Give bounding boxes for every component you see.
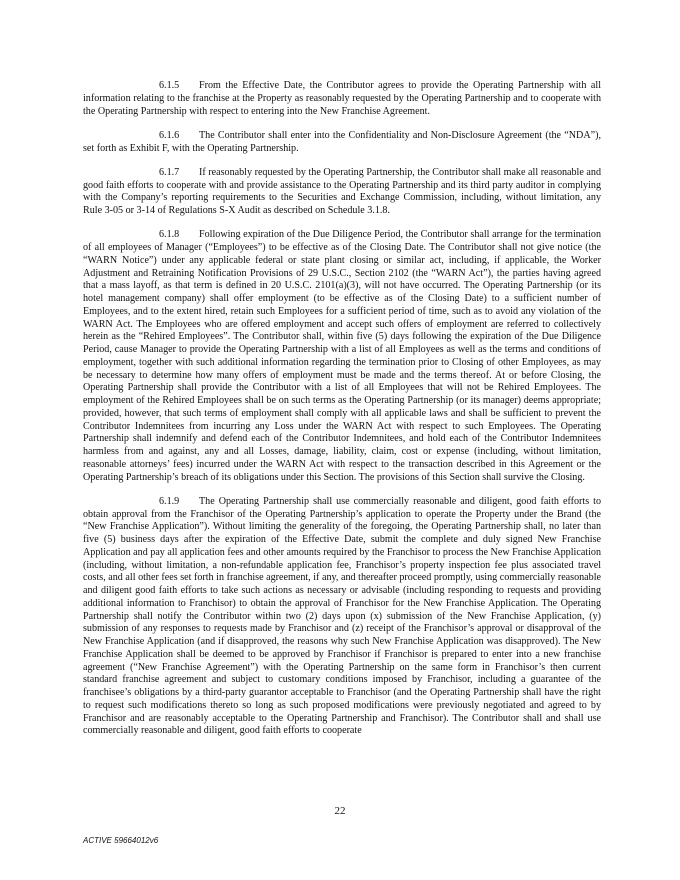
paragraph-text: If reasonably requested by the Operating Partnership, the Contributor shall make all reasonable and good faith efforts to cooperate with and provide assistance to the Operating Partnership and its third party auditor in complying with the Company’s reporting requirements to the Securities and Exchange Commission, including, without limitation, any Rule 3-05 or 3-14 of Regulations S-X Audit as described on Schedule 3.1.8. bbox=[83, 166, 601, 216]
section-number: 6.1.5 bbox=[159, 80, 180, 91]
paragraph-6-1-6 bbox=[83, 130, 601, 156]
paragraph-text: Following expiration of the Due Diligence Period, the Contributor shall arrange for the termination of all employees of Manager (“Employees”) to be effective as of the Closing Date. The Contributor shall not give notice (the “WARN Notice”) under any applicable federal or state plant closing or similar act, including, if applicable, the Worker Adjustment and Retraining Notification Provisions of 29 U.S.C., Section 2102 (the “WARN Act”), the parties having agreed that a mass layoff, as that term is defined in 20 U.S.C. 2101(a)(3), will not have occurred. The Operating Partnership (or its hotel management company) shall offer employment (to be effective as of the Closing Date) to a sufficient number of Employees, and to the extent hired, retain such Employees for a sufficient period of time, such as to avoid any violation of the WARN Act. The Employees who are offered employment and accept such offers of employment are referred to collectively herein as the “Rehired Employees”. The Contributor shall, within five (5) days following the expiration of the Due Diligence Period, cause Manager to provide the Operating Partnership with a list of all Employees as well as the terms and conditions of employment, together with such additional information regarding the termination prior to Closing of other Employees, as may be necessary to determine how many offers of employment must be made and the terms thereof. At or before Closing, the Operating Partnership shall provide the Contributor with a list of all Employees that will not be Rehired Employees. The employment of the Rehired Employees shall be on such terms as the Operating Partnership (or its manager) deems appropriate; provided, however, that such terms of employment shall comply with all applicable laws and shall be sufficient to prevent the Contributor Indemnitees from incurring any Loss under the WARN Act with respect to such Employees. The Operating Partnership shall indemnify and defend each of the Contributor Indemnitees, and hold each of the Contributor Indemnitees harmless from and against, any and all Losses, damage, liability, claim, cost or expense (including, without limitation, reasonable attorneys’ fees) incurred under the WARN Act with respect to the transaction described in this Agreement or the Operating Partnership’s breach of its obligations under this Section. The provisions of this Section shall survive the Closing. bbox=[83, 229, 601, 483]
document-body bbox=[83, 80, 601, 750]
section-number: 6.1.8 bbox=[159, 229, 180, 241]
section-number: 6.1.7 bbox=[159, 166, 180, 178]
paragraph-text: The Contributor shall enter into the Confidentiality and Non-Disclosure Agreement (the “NDA”), set forth as Exhibit F, with the Operating Partnership. bbox=[83, 129, 601, 154]
paragraph-text: The Operating Partnership shall use commercially reasonable and diligent, good faith efforts to obtain approval from the Franchisor of the Operating Partnership’s application to operate the Property under the Brand (the “New Franchise Application”). Without limiting the generality of the foregoing, the Operating Partnership shall, no later than five (5) business days after the expiration of the Effective Date, submit the complete and duly signed New Franchise Application and pay all application fees and other amounts required by the Franchisor to process the New Franchise Application (including, without limitation, a non-refundable application fee, Franchisor’s property inspection fee plus associated travel costs, and all other fees set forth in franchise agreement, if any, and thereafter proceed promptly, using commercially reasonable and diligent good faith efforts to take such actions as necessary or advisable (including responding to requests and providing additional information to Franchisor) to obtain the approval of Franchisor for the New Franchise Application. The Operating Partnership shall notify the Contributor within two (2) days upon (x) submission of the New Franchise Application, (y) submission of any responses to requests made by Franchisor and (z) receipt of the Franchisor’s approval or disapproval of the New Franchise Application (and if disapproved, the reasons why such New Franchise Application was disapproved). The New Franchise Application shall be deemed to be approved by Franchisor if Franchisor is prepared to enter into a new franchise agreement (“New Franchise Agreement”) with the Operating Partnership on the same form in Franchisor’s then current standard franchise agreement and subject to customary conditions imposed by Franchisor, including a guarantee of the franchisee’s obligations by a third-party guarantor acceptable to Franchisor (and the Operating Partnership shall have the right to request such modifications thereto so long as such proposed modifications were previously negotiated and agreed to by Franchisor and are reasonably acceptable to the Operating Partnership and Franchisor). The Contributor shall and shall use commercially reasonable and diligent, good faith efforts to cooperate bbox=[83, 495, 601, 737]
paragraph-6-1-7 bbox=[83, 167, 601, 218]
paragraph-text: From the Effective Date, the Contributor agrees to provide the Operating Partnership with all information relating to the franchise at the Property as reasonably requested by the Operating Partnership and to cooperate with the Operating Partnership with respect to entering into the New Franchise Agreement. bbox=[83, 80, 601, 117]
document-footer-id: ACTIVE 59664012v6 bbox=[83, 836, 159, 845]
paragraph-6-1-9 bbox=[83, 496, 601, 738]
page-number: 22 bbox=[334, 805, 346, 817]
section-number: 6.1.9 bbox=[159, 495, 180, 507]
section-number: 6.1.6 bbox=[159, 129, 180, 141]
paragraph-6-1-8 bbox=[83, 229, 601, 484]
paragraph-6-1-5 bbox=[83, 80, 601, 118]
